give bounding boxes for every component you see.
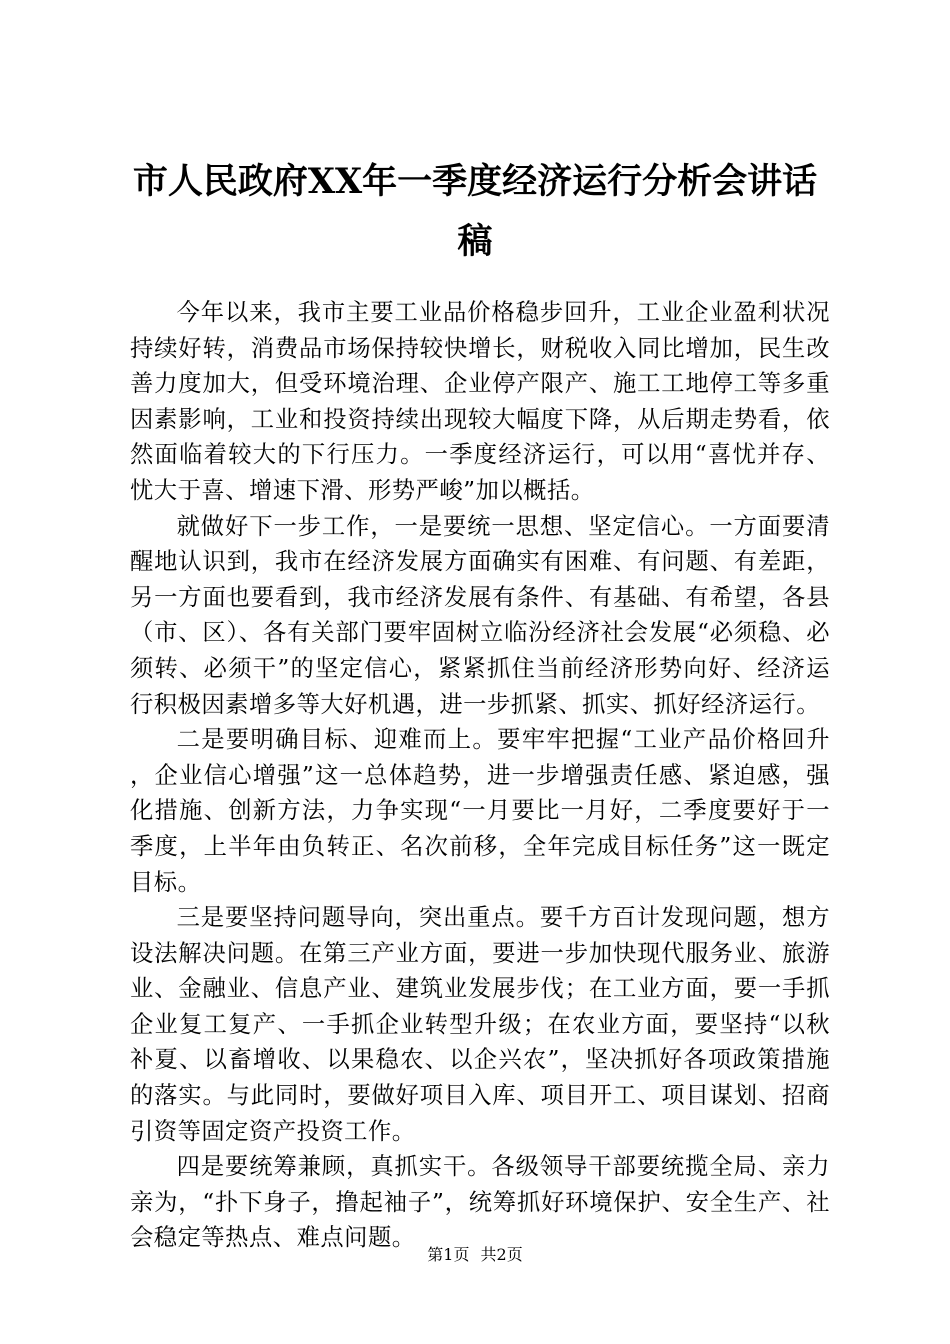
page-footer [0, 1245, 950, 1265]
paragraph-1: 今年以来，我市主要工业品价格稳步回升，工业企业盈利状况持续好转，消费品市场保持较快增长，财税收入同比增加，民生改善力度加大，但受环境治理、企业停产限产、施工工地停工等多重因素影响，工业和投资持续出现较大幅度下降，从后期走势看，依然面临着较大的下行压力。一季度经济运行，可以用“喜忧并存、忧大于喜、增速下滑、形势严峻”加以概括。 [130, 299, 830, 504]
page-total: 共2页 [480, 1245, 523, 1264]
document-title-line-1: 市人民政府XX年一季度经济运行分析会讲话 [132, 161, 818, 202]
document-title-line-2: 稿 [457, 221, 493, 262]
paragraph-2: 就做好下一步工作，一是要统一思想、坚定信心。一方面要清醒地认识到，我市在经济发展方面确实有困难、有问题、有差距，另一方面也要看到，我市经济发展有条件、有基础、有希望，各县（市、区）、各有关部门要牢固树立临汾经济社会发展“必须稳、必须转、必须干”的坚定信心，紧紧抓住当前经济形势向好、经济运行积极因素增多等大好机遇，进一步抓紧、抓实、抓好经济运行。 [130, 512, 830, 718]
paragraph-3: 二是要明确目标、迎难而上。要牢牢把握“工业产品价格回升，企业信心增强”这一总体趋势，进一步增强责任感、紧迫感，强化措施、创新方法，力争实现“一月要比一月好，二季度要好于一季度，上半年由负转正、名次前移，全年完成目标任务”这一既定目标。 [130, 726, 830, 896]
paragraph-5: 四是要统筹兼顾，真抓实干。各级领导干部要统揽全局、亲力亲为，“扑下身子，撸起袖子”，统筹抓好环境保护、安全生产、社会稳定等热点、难点问题。 [130, 1153, 830, 1252]
paragraph-4: 三是要坚持问题导向，突出重点。要千方百计发现问题，想方设法解决问题。在第三产业方面，要进一步加快现代服务业、旅游业、金融业、信息产业、建筑业发展步伐；在工业方面，要一手抓企业复工复产、一手抓企业转型升级；在农业方面，要坚持“以秋补夏、以畜增收、以果稳农、以企兴农”，坚决抓好各项政策措施的落实。与此同时，要做好项目入库、项目开工、项目谋划、招商引资等固定资产投资工作。 [130, 904, 830, 1145]
document-body [130, 295, 830, 1256]
page-number: 第1页 [427, 1245, 470, 1264]
